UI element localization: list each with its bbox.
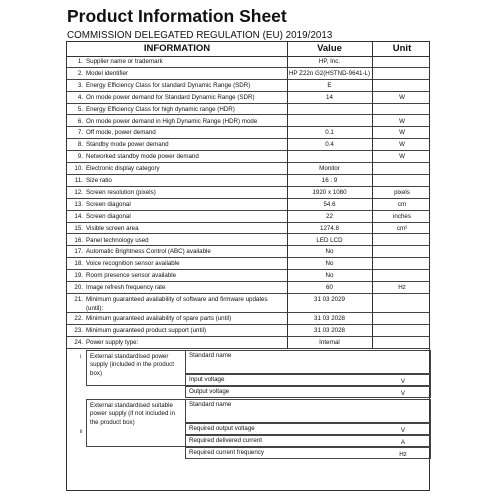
- row-label: Networked standby mode power demand: [86, 153, 199, 161]
- row-unit: W: [399, 93, 405, 101]
- row-number: 18.: [74, 260, 83, 268]
- row-label: Screen resolution (pixels): [86, 188, 156, 196]
- power-supply-description: External standardised power supply (included in the product box): [90, 352, 174, 377]
- row-label: Room presence sensor available: [86, 272, 177, 280]
- row-label: Electronic display category: [86, 165, 160, 173]
- row-value: 22: [326, 212, 333, 220]
- power-supply-row-label: Standard name: [189, 400, 232, 408]
- table-row: [67, 258, 429, 270]
- row-value: 16 : 9: [321, 177, 338, 184]
- row-label: Model identifier: [86, 69, 128, 77]
- row-number: 12.: [74, 188, 83, 196]
- power-supply-row: [185, 423, 431, 435]
- page-title: Product Information Sheet: [67, 6, 287, 26]
- table-row: [67, 211, 429, 223]
- row-number: 11.: [74, 177, 83, 184]
- power-supply-row: [185, 386, 431, 398]
- row-number: 19.: [74, 272, 83, 280]
- row-value: LED LCD: [316, 236, 343, 244]
- column-divider: [287, 42, 288, 349]
- power-supply-marker: ii: [80, 428, 83, 435]
- row-label: Panel technology used: [86, 236, 149, 244]
- row-value: Internal: [319, 338, 340, 346]
- row-number: 22.: [74, 315, 83, 322]
- table-row: [67, 80, 429, 92]
- table-header: [67, 42, 429, 57]
- table-row: [67, 313, 429, 325]
- row-number: 6.: [77, 117, 83, 125]
- power-supply-row-label: Input voltage: [189, 376, 225, 384]
- row-label: Minimum guaranteed availability of spare parts (until): [86, 315, 232, 322]
- table-row: [67, 294, 429, 313]
- row-number: 4.: [77, 93, 83, 101]
- power-supply-description: External standardised suitable power supply (if not included in the product box): [90, 401, 175, 426]
- power-supply-description-cell: [86, 399, 186, 448]
- table-row: [67, 246, 429, 258]
- power-supply-row: [185, 447, 431, 459]
- table-row: [67, 337, 429, 349]
- power-supply-row-unit: V: [400, 426, 406, 434]
- row-number: 10.: [74, 165, 83, 173]
- table-row: [67, 325, 429, 337]
- table-row: [67, 187, 429, 199]
- power-supply-row: [185, 435, 431, 447]
- row-number: 15.: [74, 224, 83, 232]
- row-label: Power supply type:: [86, 338, 139, 346]
- row-number: 24.: [74, 338, 83, 346]
- row-label: Size ratio: [86, 177, 112, 184]
- table-row: [67, 175, 429, 187]
- row-value: 31 03 2029: [314, 296, 345, 303]
- row-label: Standby mode power demand: [86, 141, 169, 149]
- power-supply-description-cell: [86, 350, 186, 387]
- row-label: Screen diagonal: [86, 212, 131, 220]
- row-value: 14: [326, 93, 333, 101]
- power-supply-row-unit: A: [400, 439, 406, 447]
- regulation-subtitle: COMMISSION DELEGATED REGULATION (EU) 2019/2013: [67, 30, 333, 41]
- table-row: [67, 223, 429, 235]
- table-row: [67, 199, 429, 211]
- row-value: 54.6: [323, 200, 336, 208]
- power-supply-row-label: Output voltage: [189, 388, 230, 396]
- row-unit: W: [399, 153, 405, 161]
- power-supply-marker: i: [80, 353, 82, 360]
- power-supply-row-label: Required current frequency: [189, 449, 264, 457]
- row-value: Monitor: [319, 165, 340, 173]
- row-number: 1.: [77, 58, 83, 65]
- column-header-information: INFORMATION: [143, 43, 211, 54]
- table-row: [67, 104, 429, 116]
- row-number: 21.: [74, 296, 83, 303]
- power-supply-row-unit: V: [400, 390, 406, 398]
- row-label: Energy Efficiency Class for high dynamic range (HDR): [86, 105, 235, 113]
- table-row: [67, 282, 429, 294]
- row-number: 20.: [74, 284, 83, 292]
- row-value: 0.4: [325, 141, 334, 149]
- row-value: 31 03 2028: [314, 315, 345, 322]
- power-supply-row: [185, 399, 431, 423]
- column-header-unit: Unit: [392, 43, 412, 54]
- row-number: 9.: [77, 153, 83, 161]
- table-row: [67, 163, 429, 175]
- row-value: No: [325, 260, 334, 268]
- row-number: 16.: [74, 236, 83, 244]
- row-value: No: [325, 248, 334, 256]
- table-row: [67, 92, 429, 104]
- row-unit: W: [399, 141, 405, 149]
- row-unit: pixels: [394, 188, 410, 196]
- row-number: 17.: [74, 248, 83, 256]
- power-supply-row-label: Standard name: [189, 351, 232, 359]
- row-label: Voice recognition sensor available: [86, 260, 180, 268]
- row-value: 60: [326, 284, 333, 292]
- row-value: E: [327, 81, 332, 89]
- power-supply-row: [185, 350, 431, 374]
- row-number: 3.: [77, 81, 83, 89]
- row-unit: Hz: [398, 284, 406, 292]
- power-supply-row-label: Required delivered current: [189, 437, 262, 445]
- row-number: 8.: [77, 141, 83, 149]
- table-row: [67, 139, 429, 151]
- column-divider: [372, 42, 373, 349]
- table-row: [67, 127, 429, 139]
- row-label: On mode power demand in High Dynamic Range (HDR) mode: [86, 117, 258, 125]
- row-number: 7.: [77, 129, 83, 137]
- row-unit: inches: [393, 212, 411, 220]
- row-label: Visible screen area: [86, 224, 139, 232]
- row-number: 2.: [77, 69, 83, 77]
- row-value: 1920 x 1080: [312, 188, 347, 196]
- row-value: 31 03 2028: [314, 326, 345, 334]
- power-supply-row-unit: V: [400, 378, 406, 386]
- table-row: [67, 235, 429, 247]
- row-value: HP, Inc.: [318, 58, 341, 65]
- row-label: Supplier name or trademark: [86, 58, 163, 65]
- row-number: 14.: [74, 212, 83, 220]
- table-row: [67, 68, 429, 80]
- row-number: 23.: [74, 326, 83, 334]
- row-value: No: [325, 272, 334, 280]
- row-unit: W: [399, 129, 405, 137]
- row-label: Screen diagonal: [86, 200, 131, 208]
- row-number: 5.: [77, 105, 83, 113]
- row-unit: cm: [397, 200, 407, 208]
- table-row: [67, 270, 429, 282]
- row-label: On mode power demand for Standard Dynamic Range (SDR): [86, 93, 255, 101]
- power-supply-row-unit: Hz: [399, 451, 407, 459]
- table-row: [67, 116, 429, 128]
- row-label: Minimum guaranteed availability of software and firmware updates (until):: [86, 296, 268, 312]
- row-label: Image refresh frequency rate: [86, 284, 166, 292]
- row-value: 1274.8: [320, 224, 339, 232]
- info-table: [66, 41, 430, 491]
- row-unit: cm²: [396, 224, 408, 232]
- row-label: Energy Efficiency Class for standard Dynamic Range (SDR): [86, 81, 251, 89]
- row-value: HP Z22n G2(HSTND-9641-L): [288, 69, 371, 77]
- column-header-value: Value: [317, 43, 342, 54]
- power-supply-row: [185, 374, 431, 386]
- row-label: Minimum guaranteed product support (until): [86, 326, 207, 334]
- row-value: 0.1: [325, 129, 334, 137]
- table-row: [67, 151, 429, 163]
- table-row: [67, 56, 429, 68]
- power-supply-row-label: Required output voltage: [189, 424, 255, 432]
- row-number: 13.: [74, 200, 83, 208]
- row-unit: W: [399, 117, 405, 125]
- row-label: Off mode, power demand: [86, 129, 156, 137]
- row-label: Automatic Brightness Control (ABC) available: [86, 248, 211, 256]
